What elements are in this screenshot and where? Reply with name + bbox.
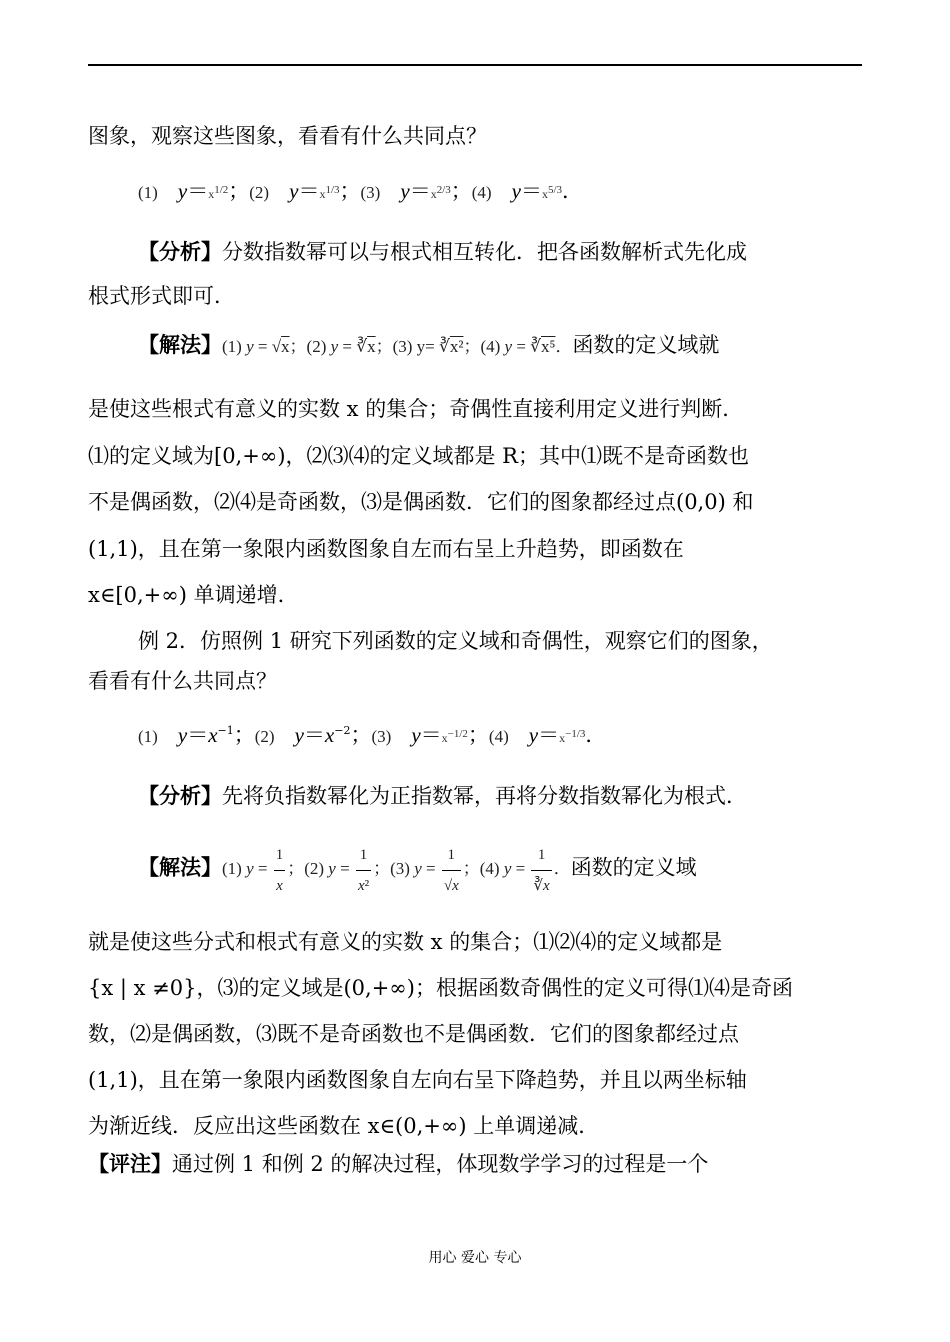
text-line: 不是偶函数，⑵⑷是奇函数，⑶是偶函数．它们的图象都经过点(0,0) 和	[88, 490, 754, 514]
solution-label: 【解法】	[138, 332, 222, 357]
solution-paragraph-2: 【解法】(1) y = $\frac{1}{x}$ ；(2) y = $\frac{1}{\text{x²}}$ ；(3) y = $\frac{1}{√x}$ ；(4) y = $\frac{1}{∛x}$ ．函数的定义域	[138, 840, 697, 901]
text-line: 为渐近线．反应出这些函数在 x∈(0,+∞) 上单调递减．	[88, 1114, 600, 1138]
equation-list-1: (1) $y=x^{1/2}$；(2) $y=x^{1/3}$；(3) $y=x^{2/3}$；(4) $y=x^{5/3}$．	[138, 179, 583, 203]
text-line: 看看有什么共同点？	[88, 669, 277, 693]
analysis-paragraph-2: 【分析】先将负指数幂化为正指数幂，再将分数指数幂化为根式．	[138, 783, 747, 808]
text-line: 例 2．仿照例 1 研究下列函数的定义域和奇偶性，观察它们的图象，	[138, 629, 773, 653]
solution-label: 【解法】	[138, 854, 222, 880]
analysis-paragraph: 【分析】分数指数幂可以与根式相互转化．把各函数解析式先化成	[138, 239, 747, 264]
text-line: 根式形式即可．	[88, 284, 235, 308]
comment-label: 【评注】	[88, 1151, 172, 1176]
solution-paragraph: 【解法】(1) y = √x；(2) $y = ∛\overline{x}$；(3) y= ∛x²；(4) y = ∛x⁵．函数的定义域就	[138, 332, 720, 357]
text-line: 是使这些根式有意义的实数 x 的集合；奇偶性直接利用定义进行判断．	[88, 397, 744, 421]
analysis-label: 【分析】	[138, 783, 222, 808]
text-line: x∈[0,+∞) 单调递增．	[88, 583, 299, 607]
header-rule	[88, 64, 862, 66]
text-line: 图象，观察这些图象，看看有什么共同点？	[88, 124, 487, 148]
text-line: {x | x ≠0}，⑶的定义域是(0,+∞)；根据函数奇偶性的定义可得⑴⑷是奇函	[88, 976, 793, 1000]
analysis-label: 【分析】	[138, 239, 222, 264]
text-line: (1,1)，且在第一象限内函数图象自左向右呈下降趋势，并且以两坐标轴	[88, 1068, 747, 1092]
text-line: ⑴的定义域为[0,+∞)，⑵⑶⑷的定义域都是 R；其中⑴既不是奇函数也	[88, 444, 749, 468]
comment-paragraph: 【评注】通过例 1 和例 2 的解决过程，体现数学学习的过程是一个	[88, 1151, 709, 1176]
text-line: (1,1)，且在第一象限内函数图象自左而右呈上升趋势，即函数在	[88, 537, 684, 561]
page-footer: 用心 爱心 专心	[428, 1250, 522, 1266]
text-line: 数，⑵是偶函数，⑶既不是奇函数也不是偶函数．它们的图象都经过点	[88, 1022, 739, 1046]
equation-list-2: (1) $y=x^{-1}$；(2) $y=x^{-2}$；(3) $y=x^{-1/2}$；(4) $y=x^{-1/3}$．	[138, 723, 607, 747]
text-line: 就是使这些分式和根式有意义的实数 x 的集合；⑴⑵⑷的定义域都是	[88, 930, 723, 954]
